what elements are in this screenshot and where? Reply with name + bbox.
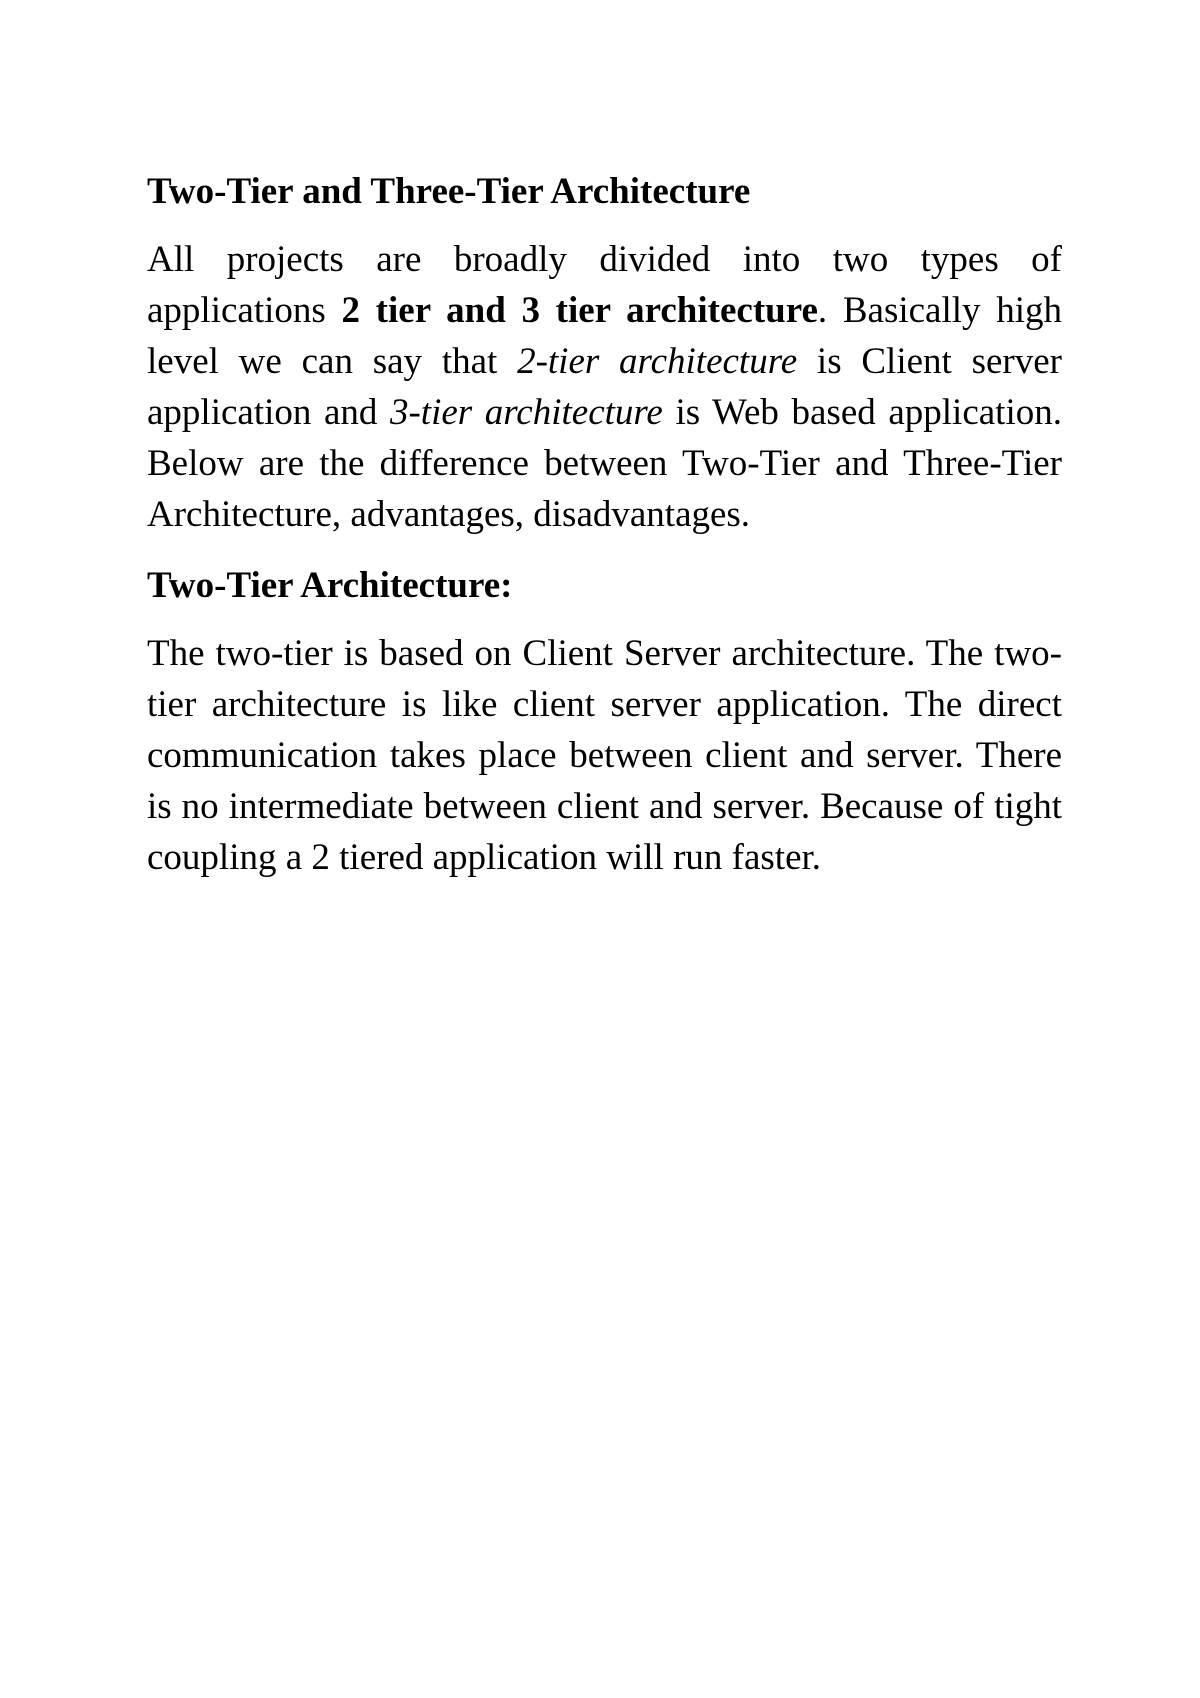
section-paragraph: The two-tier is based on Client Server architecture. The two-tier architecture is like client server application. The direct communication takes place between client and server. There is no intermediate between client and server. Because of tight coupling a 2 tiered application will run faster. (147, 633, 1062, 878)
document-title: Two-Tier and Three-Tier Architecture (147, 171, 751, 212)
intro-text-1: All projects are broadly divided into two types of applications (147, 239, 1062, 331)
intro-text-2: . Basically high level we can say that (147, 290, 1062, 382)
intro-italic-3tier: 3-tier architecture (389, 392, 663, 433)
intro-italic-2tier: 2-tier architecture (517, 341, 798, 382)
intro-text-4: is Web based application. Below are the difference between Two-Tier and Three-Tier Architecture, advantages, disadvantages. (147, 392, 1062, 535)
intro-bold-tiers: 2 tier and 3 tier architecture (341, 290, 818, 331)
intro-text-3: is Client server application and (147, 341, 1062, 433)
document-body (147, 168, 1062, 905)
section-heading: Two-Tier Architecture: (147, 565, 513, 606)
intro-paragraph (147, 234, 1062, 540)
